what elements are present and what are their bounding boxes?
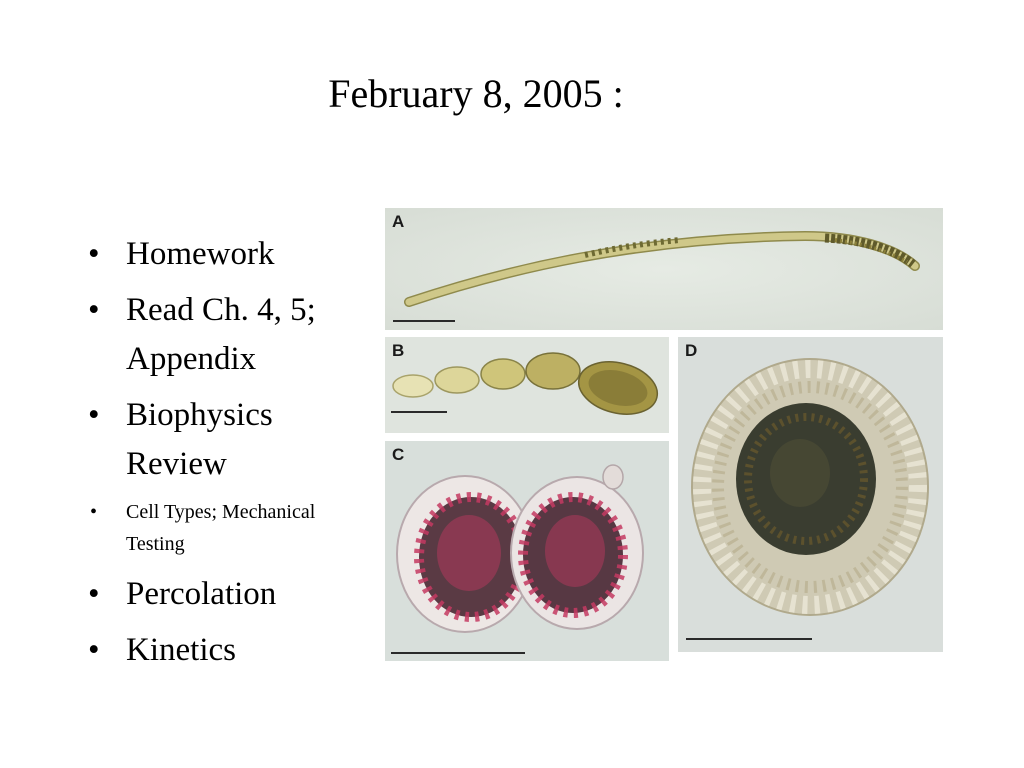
slide-title: February 8, 2005 : [328,71,624,116]
bullet-text: Read Ch. 4, 5; Appendix [126,292,316,377]
panel-label: B [392,341,405,360]
panel-label: C [392,445,405,464]
bullet-item [82,391,352,489]
scale-bar [686,638,812,640]
panel-b [385,337,669,433]
bullet-text: Cell Types; Mechanical Testing [126,501,316,555]
scale-bar [391,411,447,413]
bullet-dot-icon: • [88,576,100,612]
panel-c [385,441,669,661]
filament-micrograph [385,208,943,330]
bullet-item [82,626,352,675]
scale-bar [393,320,455,322]
panel-label: A [392,212,405,231]
panel-label: D [685,341,698,360]
bullet-dot-icon: • [88,236,100,272]
sub-bullet-item [82,496,352,560]
bullet-list [82,230,352,682]
bullet-item [82,286,352,384]
panel-d [678,337,943,652]
bullet-item [82,570,352,619]
cell-chain-micrograph [385,337,669,433]
bullet-text: Kinetics [126,632,236,668]
bullet-text: Percolation [126,576,277,612]
bullet-dot-icon: • [90,501,98,523]
bullet-dot-icon: • [88,292,100,328]
panel-a [385,208,943,330]
scale-bar [391,652,525,654]
bullet-text: Biophysics Review [126,397,273,482]
bullet-dot-icon: • [88,397,100,433]
spherical-cell-micrograph [678,337,943,652]
bullet-text: Homework [126,236,275,272]
stained-cells-micrograph [385,441,669,661]
bullet-item [82,230,352,279]
micrograph-figure [385,208,943,661]
bullet-dot-icon: • [88,632,100,668]
